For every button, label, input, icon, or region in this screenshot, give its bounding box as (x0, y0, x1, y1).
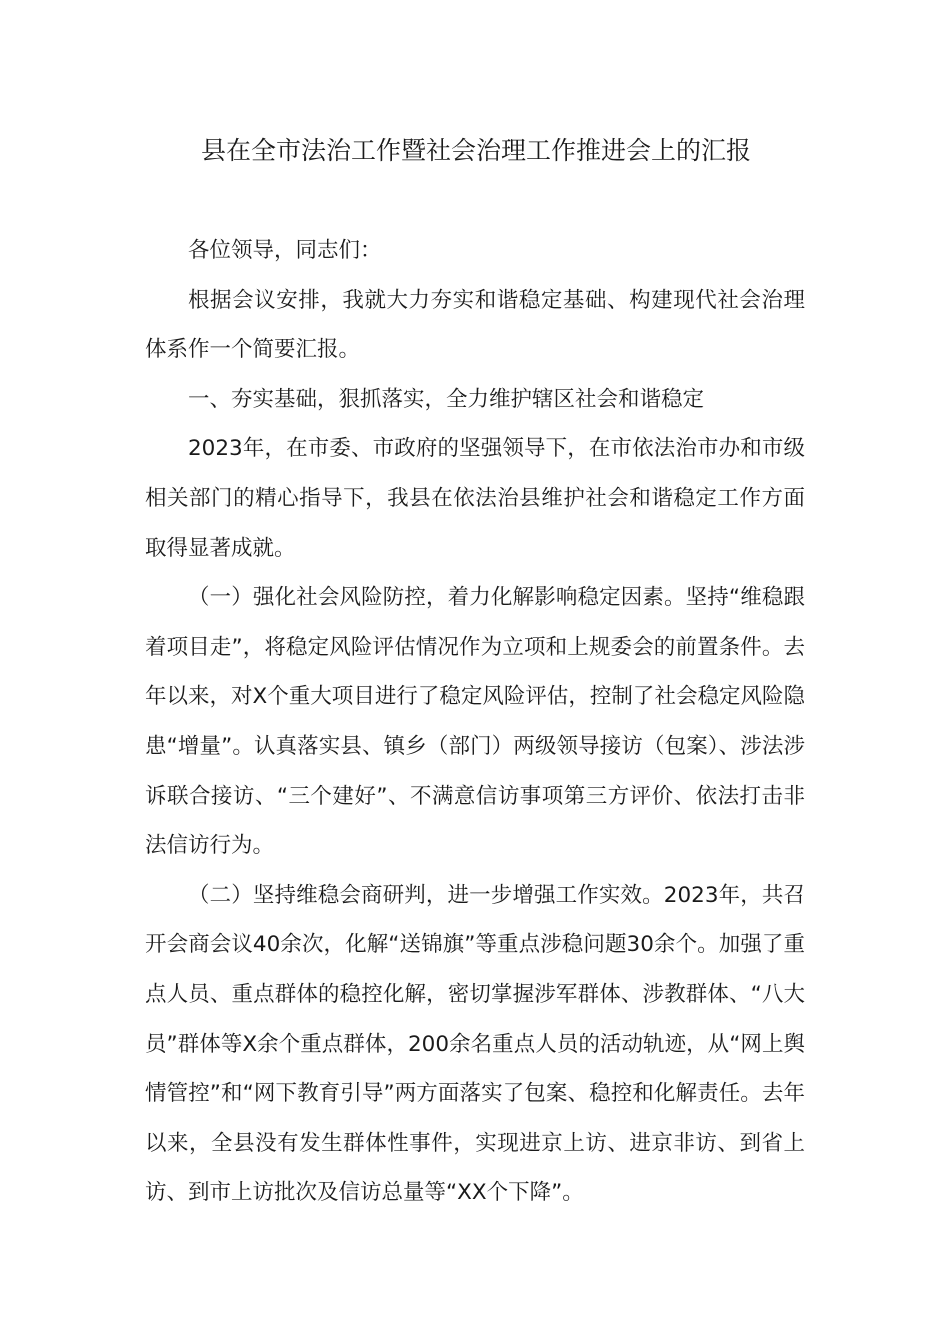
document-title: 县在全市法治工作暨社会治理工作推进会上的汇报 (200, 136, 751, 165)
section-heading-1: 一、夯实基础，狠抓落实，全力维护辖区社会和谐稳定 (188, 386, 705, 412)
intro-paragraph: 根据会议安排，我就大力夯实和谐稳定基础、构建现代社会治理体系作一个简要汇报。 (145, 287, 805, 363)
document-body (145, 226, 805, 1218)
subsection-paragraph-2: （二）坚持维稳会商研判，进一步增强工作实效。2023年，共召开会商会议40余次，化解“送锦旗”等重点涉稳问题30余个。加强了重点人员、重点群体的稳控化解，密切掌握涉军群体、涉教群体、“八大员”群体等X余个重点群体，200余名重点人员的活动轨迹，从“网上舆情管控”和“网下教育引导”两方面落实了包案、稳控和化解责任。去年以来，全县没有发生群体性事件，实现进京上访、进京非访、到省上访、到市上访批次及信访总量等“XX个下降”。 (145, 882, 805, 1206)
subsection-paragraph-1: （一）强化社会风险防控，着力化解影响稳定因素。坚持“维稳跟着项目走”，将稳定风险评估情况作为立项和上规委会的前置条件。去年以来，对X个重大项目进行了稳定风险评估，控制了社会稳定风险隐患“增量”。认真落实县、镇乡（部门）两级领导接访（包案）、涉法涉诉联合接访、“三个建好”、不满意信访事项第三方评价、依法打击非法信访行为。 (145, 585, 805, 859)
salutation-paragraph: 各位领导，同志们： (188, 238, 382, 263)
body-paragraph-2023: 2023年，在市委、市政府的坚强领导下，在市依法治市办和市级相关部门的精心指导下，我县在依法治县维护社会和谐稳定工作方面取得显著成就。 (145, 436, 805, 561)
